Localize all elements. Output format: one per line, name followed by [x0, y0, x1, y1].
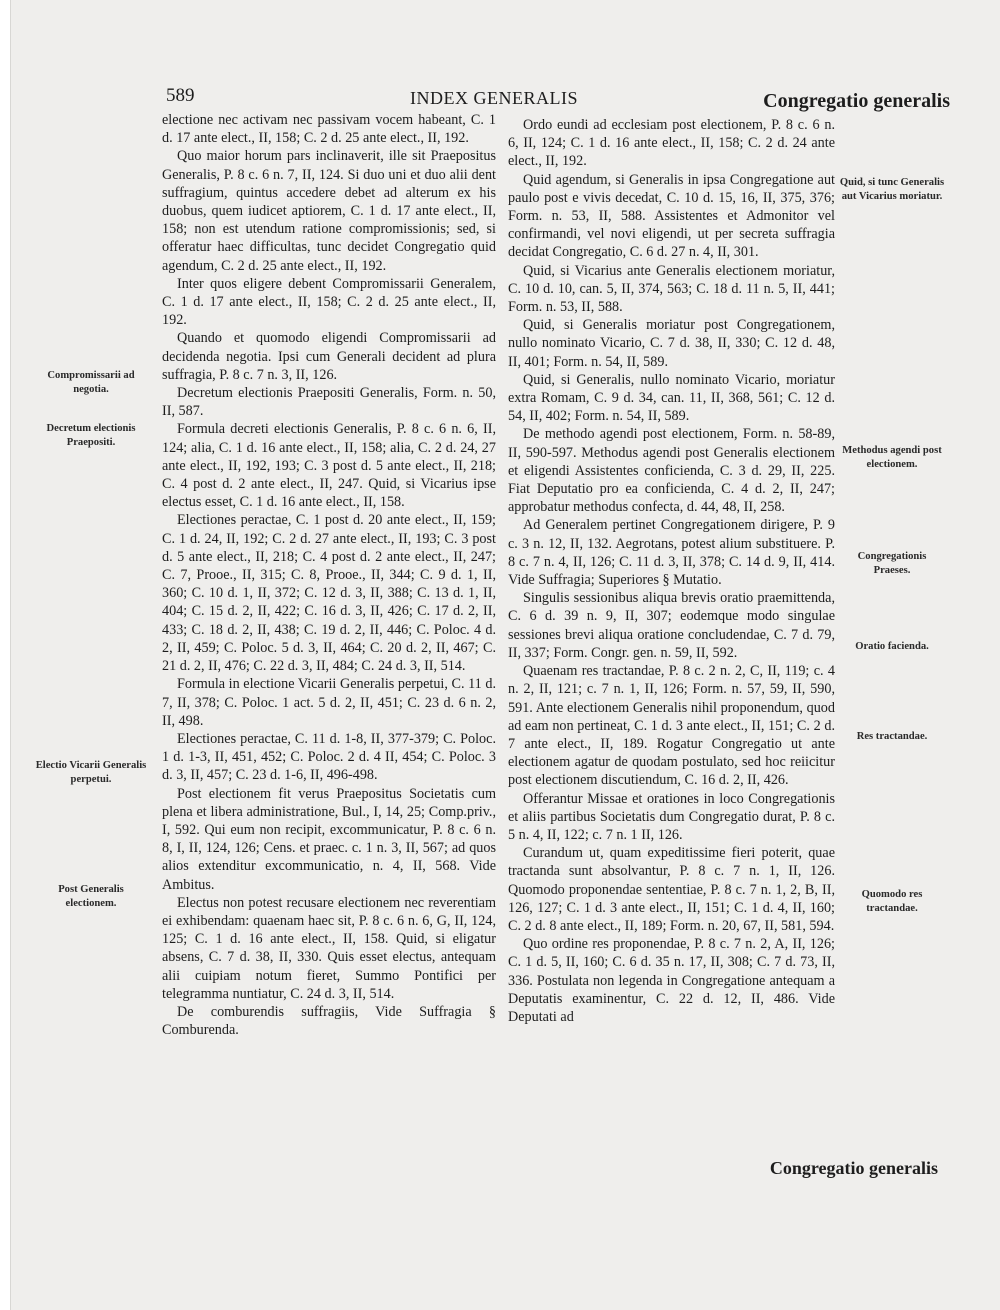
paragraph: Post electionem fit verus Praepositus Societatis cum plena et libera administratione, Bul., I, 14, 25; Comp.priv., I, 592. Qui eum non recipit, excommunicatur, P. 8 c. 6 n. 8, I, II, 124, 126; Cens. et praec. c. 1 n. 3, II, 567; ad quos alios extenditur excommunicatio, n. 4, II, 568. Vide Ambitus. — [162, 785, 496, 893]
paragraph: Electiones peractae, C. 1 post d. 20 ante elect., II, 159; C. 1 d. 24, II, 192; C. 2 d. 27 ante elect., II, 193; C. 3 post d. 5 ante elect., II, 218; C. 4 post d. 2 ante elect., II, 247; C. 7, Prooe., II, 315; C. 8, Prooe., II, 344; C. 9 d. 1, II, 360; C. 10 d. 1, II, 372; C. 12 d. 3, II, 388; C. 13 d. 1, II, 404; C. 15 d. 2, II, 422; C. 16 d. 3, II, 426; C. 17 d. 2, II, 433; C. 18 d. 2, II, 438; C. 19 d. 2, II, 446; C. Poloc. 4 d. 2, II, 459; C. Poloc. 5 d. 3, II, 464; C. 20 d. 2, II, 467; C. 21 d. 2, II, 476; C. 22 d. 3, II, 484; C. 24 d. 3, II, 514. — [162, 512, 496, 675]
paragraph: Ordo eundi ad ecclesiam post electionem, P. 8 c. 6 n. 6, II, 124; C. 1 d. 16 ante elect., II, 158; C. 2 d. 24 ante elect., II, 192. — [508, 117, 835, 170]
margin-note: Quid, si tunc Generalis aut Vicarius moriatur. — [839, 177, 945, 202]
page-title: INDEX GENERALIS — [410, 88, 578, 108]
margin-note: Post Generalis electionem. — [58, 884, 124, 909]
catchword: Congregatio generalis — [769, 1158, 938, 1178]
paragraph: Curandum ut, quam expeditissime fieri poterit, quae tractanda sunt absolvantur, P. 8 c. 7 n. 1, II, 126. Quomodo proponendae sententiae, P. 8 c. 7 n. 1, 2, B, II, 126, 127; C. 1 d. 3 ante elect., II, 151; C. 1 d. 4, II, 160; C. 2 d. 8 ante elect., II, 189; Form. n. 20, 67, II, 581, 594. — [508, 845, 835, 934]
paragraph: Quid agendum, si Generalis in ipsa Congregatione aut paulo post e vivis decedat, C. 10 d. 15, 16, II, 375, 376; Form. n. 53, II, 588. Assistentes et Admonitor vel confirmandi, vel novi eligendi, ut per secreta suffragia decidat Congregatio, C. 6 d. 27 n. 4, II, 301. — [508, 171, 835, 261]
paragraph: Inter quos eligere debent Compromissarii Generalem, C. 1 d. 17 ante elect., II, 158; C. 2 d. 25 ante elect., II, 192. — [162, 275, 496, 329]
margin-note: Res tractandae. — [856, 731, 928, 742]
paragraph: Quando et quomodo eligendi Compromissarii ad decidenda negotia. Ipsi cum Generali decident ad plura suffragia, P. 8 c. 7 n. 3, II, 126. — [162, 330, 496, 383]
paragraph: Quid, si Vicarius ante Generalis electionem moriatur, C. 10 d. 10, can. 5, II, 374, 563; C. 18 d. 11 n. 5, II, 441; Form. n. 53, II, 588. — [508, 262, 835, 316]
running-head: Congregatio generalis — [763, 90, 950, 112]
paragraph: De comburendis suffragiis, Vide Suffragia § Comburenda. — [162, 1003, 496, 1039]
paragraph: Quaenam res tractandae, P. 8 c. 2 n. 2, C, II, 119; c. 4 n. 2, II, 121; c. 7 n. 1, II, 126; Form. n. 57, 59, II, 590, 591. Ante electionem Generalis nihil proponendum, quod ad eam non pertineat, C. 1 d. 3 ante elect., II, 151; C. 2 d. 7 ante elect., II, 189. Rogatur Congregatio ut ante electionem agatur de quodam postulato, sed hoc reiicitur post electionem discutiendum, C. 16 d. 2, II, 426. — [508, 663, 835, 789]
margin-note: Congregationis Praeses. — [857, 551, 927, 576]
paragraph: Formula in electione Vicarii Generalis perpetui, C. 11 d. 7, II, 378; C. Poloc. 1 act. 5 d. 2, II, 451; C. 23 d. 6 n. 2, II, 498. — [162, 676, 496, 729]
paragraph: Electiones peractae, C. 11 d. 1-8, II, 377-379; C. Poloc. 1 d. 1-3, II, 451, 452; C. Poloc. 2 d. 4 II, 454; C. Poloc. 3 d. 3, II, 457; C. 23 d. 1-6, II, 496-498. — [162, 730, 496, 784]
margin-note: Oratio facienda. — [855, 641, 929, 652]
margin-note: Compromissarii ad negotia. — [47, 370, 135, 395]
paragraph: Electus non potest recusare electionem nec reverentiam ei exhibendam: quaenam haec sit, P. 8 c. 6 n. 6, G, II, 124, 125; C. 1 d. 16 ante elect., II, 158. Quid, si eligatur absens, C. 7 d. 38, II, 330. Quis esset electus, antequam alii cuipiam notum fieret, Summo Pontifici per telegramma nuntiatur, C. 24 d. 3, II, 514. — [162, 894, 496, 1002]
paragraph: Ad Generalem pertinet Congregationem dirigere, P. 9 c. 3 n. 12, II, 132. Aegrotans, potest alium substituere. P. 8 c. 7 n. 4, II, 126; C. 11 d. 3, II, 378; C. 14 d. 9, II, 414. Vide Suffragia; Superiores § Mutatio. — [508, 517, 835, 589]
paragraph: Offerantur Missae et orationes in loco Congregationis et aliis partibus Societatis dum Congregatio durat, P. 8 c. 5 n. 4, II, 122; c. 7 n. 1 II, 126. — [508, 790, 835, 843]
paragraph: De methodo agendi post electionem, Form. n. 58-89, II, 590-597. Methodus agendi post Generalis electionem et eligendi Assistentes conficienda, C. 3 d. 29, II, 225. Fiat Deputatio pro ea conficienda, C. 4 d. 2, II, 247; approbatur methodus confecta, d. 44, 48, II, 258. — [508, 426, 835, 516]
paragraph: Quo ordine res proponendae, P. 8 c. 7 n. 2, A, II, 126; C. 1 d. 5, II, 160; C. 6 d. 35 n. 17, II, 308; C. 7 d. 73, II, 336. Postulata non legenda in Congregatione antequam a Deputatis examinentur, C. 22 d. 12, II, 486. Vide Deputati ad — [508, 936, 835, 1025]
paragraph: Quo maior horum pars inclinaverit, ille sit Praepositus Generalis, P. 8 c. 6 n. 7, II, 124. Si duo uni et duo alii dent suffragium, quintus accedere debet ad alterum ex his duobus, quem iudicet aptiorem, C. 1 d. 17 ante elect., II, 158; non est utendum ratione compromissionis; sed, si offeratur haec difficultas, tunc decidet Congregatio quid agendum, C. 2 d. 25 ante elect., II, 192. — [162, 148, 496, 274]
left-column — [162, 111, 496, 1039]
margin-note: Electio Vicarii Generalis perpetui. — [35, 760, 147, 785]
margin-note: Quomodo res tractandae. — [861, 889, 923, 914]
paragraph: Quid, si Generalis moriatur post Congregationem, nullo nominato Vicario, C. 7 d. 38, II, 330; C. 12 d. 48, II, 401; Form. n. 54, II, 589. — [508, 317, 835, 370]
margin-note: Decretum electionis Praepositi. — [46, 423, 136, 448]
paragraph: Formula decreti electionis Generalis, P. 8 c. 6 n. 6, II, 124; alia, C. 1 d. 16 ante elect., II, 158; alia, C. 2 d. 24, 27 ante elect., II, 192, 193; C. 3 post d. 5 ante elect., II, 218; C. 4 post d. 2 ante elect., II, 247. Quid, si Vicarius ipse electus esset, C. 1 d. 16 ante elect., II, 158. — [162, 421, 496, 511]
page-number: 589 — [166, 85, 195, 106]
paragraph: Quid, si Generalis, nullo nominato Vicario, moriatur extra Romam, C. 9 d. 34, can. 11, II, 368, 561; C. 12 d. 54, II, 402; Form. n. 54, II, 589. — [508, 371, 835, 425]
right-column — [508, 116, 835, 1026]
paragraph: Singulis sessionibus aliqua brevis oratio praemittenda, C. 6 d. 39 n. 9, II, 307; eodemque modo singulae sessiones brevi aliqua oratione concludendae, C. 7 d. 79, II, 337; Form. Congr. gen. n. 59, II, 592. — [508, 590, 835, 661]
margin-note: Methodus agendi post electionem. — [842, 445, 942, 470]
paragraph: electione nec activam nec passivam vocem habeant, C. 1 d. 17 ante elect., II, 158; C. 2 d. 25 ante elect., II, 192. — [162, 112, 496, 147]
paragraph: Decretum electionis Praepositi Generalis, Form. n. 50, II, 587. — [162, 385, 496, 420]
